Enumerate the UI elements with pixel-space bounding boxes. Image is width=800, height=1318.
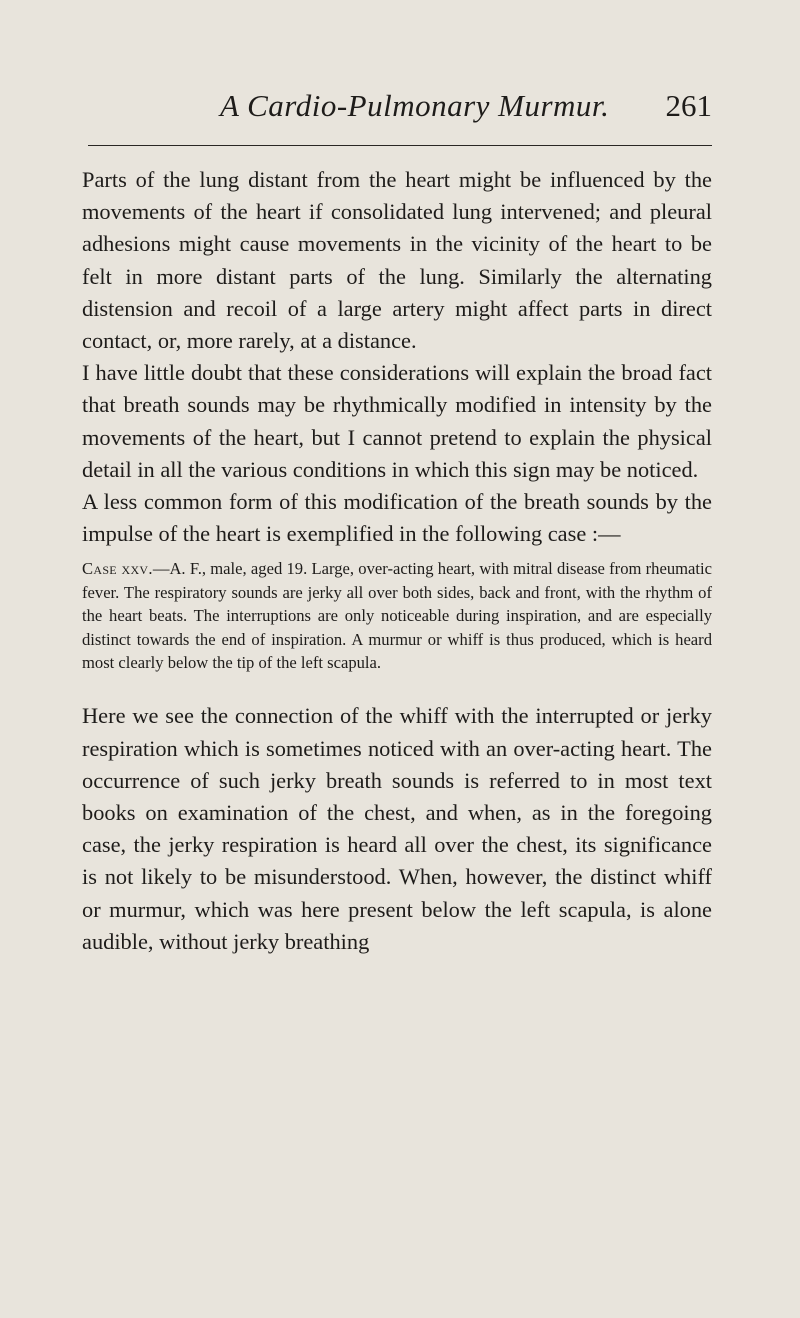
case-report: [82, 557, 712, 674]
paragraph-4: Here we see the connection of the whiff with the interrupted or jerky respiration which is sometimes noticed with an over-acting heart. The occurrence of such jerky breath sounds is referred to in most text books on examination of the chest, and when, as in the foregoing case, the jerky respiration is heard all over the chest, its significance is not likely to be misunderstood. When, however, the distinct whiff or murmur, which was here present below the left scapula, is alone audible, without jerky breathing: [82, 703, 712, 954]
paragraph-2: I have little doubt that these considerations will explain the broad fact that breath sounds may be rhythmically modified in intensity by the movements of the heart, but I cannot pretend to explain the physical detail in all the various conditions in which this sign may be noticed.: [82, 360, 712, 482]
paragraph-1: Parts of the lung distant from the heart might be influenced by the movements of the heart if consolidated lung intervened; and pleural adhesions might cause movements in the vicinity of the heart to be felt in more distant parts of the lung. Similarly the alternating distension and recoil of a large artery might affect parts in direct contact, or, more rarely, at a distance.: [82, 167, 712, 354]
header-rule: [88, 145, 712, 146]
running-head: [82, 88, 712, 128]
case-label: Case xxv.: [82, 559, 153, 579]
body-text: [82, 164, 712, 958]
page-number: 261: [665, 88, 712, 123]
case-text: —A. F., male, aged 19. Large, over-acting heart, with mitral disease from rheumatic fever. The respiratory sounds are jerky all over both sides, back and front, with the rhythm of the heart beats. The interruptions are only noticeable during inspiration, and are especially distinct towards the end of inspiration. A murmur or whiff is thus produced, which is heard most clearly below the tip of the left scapula.: [82, 559, 712, 673]
paragraph-3: A less common form of this modification of the breath sounds by the impulse of the heart is exemplified in the following case :—: [82, 489, 712, 547]
running-title: A Cardio-Pulmonary Murmur.: [220, 88, 610, 123]
